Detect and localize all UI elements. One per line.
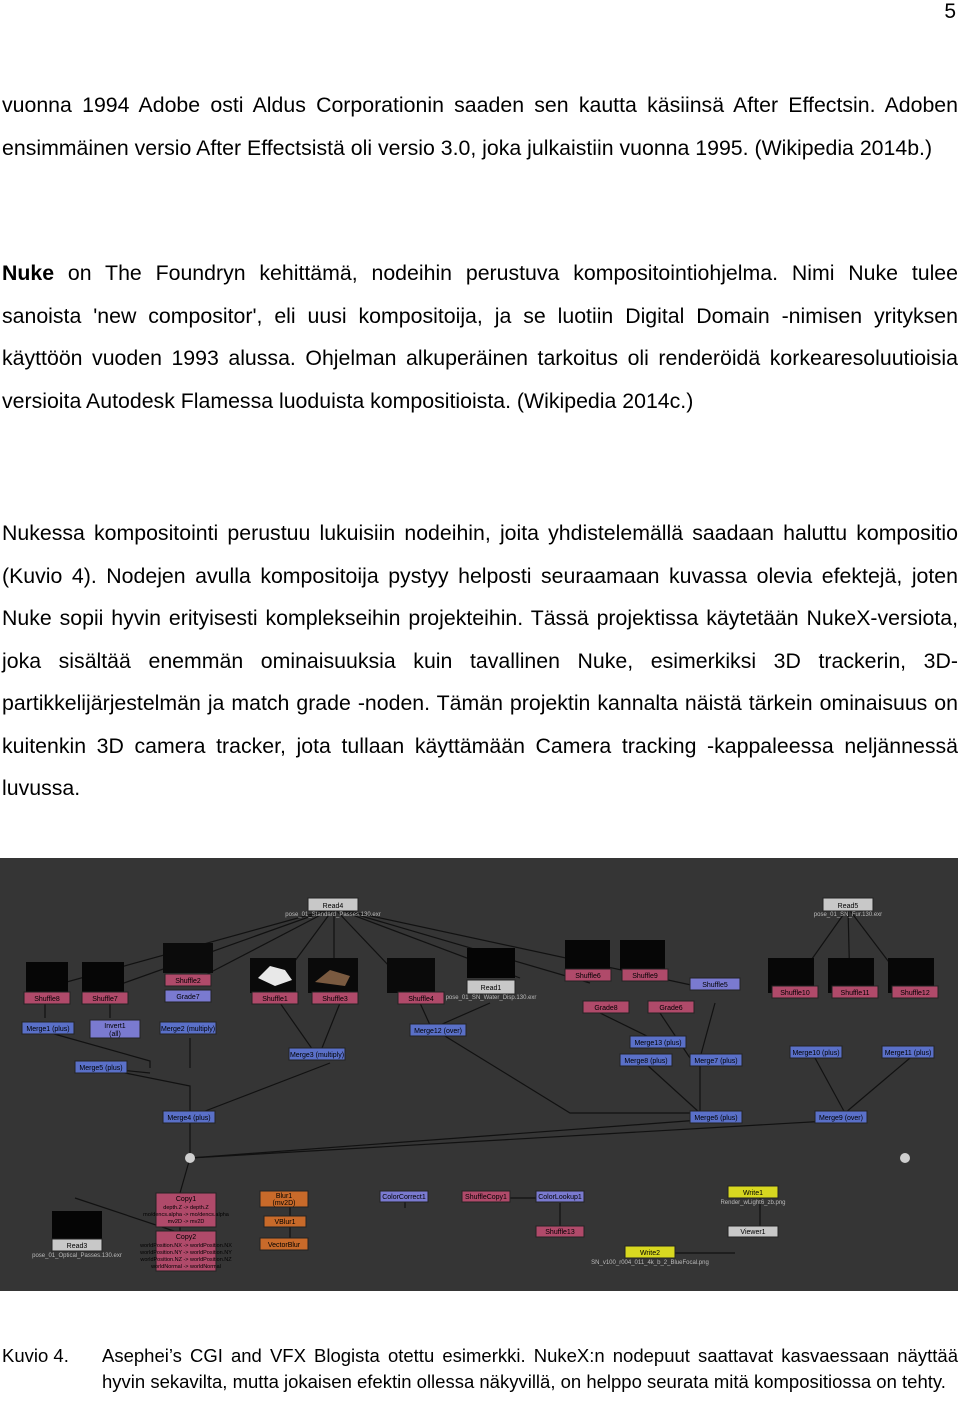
merge8-label: Merge8 (plus) bbox=[624, 1058, 668, 1065]
merge13-node[interactable] bbox=[630, 1036, 686, 1048]
merge5-node[interactable] bbox=[75, 1061, 127, 1073]
colorlookup1-node[interactable] bbox=[536, 1191, 584, 1202]
read3-label: Read3 bbox=[66, 1243, 88, 1250]
colorlookup1-label: ColorLookup1 bbox=[538, 1194, 582, 1201]
paragraph-compositing: Nukessa kompositointi perustuu lukuisiin nodeihin, joita yhdistelemällä saadaan haluttu kompositio (Kuvio 4). Nodejen avulla kompositoija pystyy helposti seuraamaan kuvassa olevia efektejä, joten Nuke sopii hyvin erityisesti komplekseihin projekteihin. Tässä projektissa käytetään NukeX-versiota, joka sisältää enemmän ominaisuuksia kuin tavallinen Nuke, esimerkiksi 3D trackerin, 3D-partikkelijärjestelmän ja match grade -noden. Tämän projektin kannalta näistä tärkein ominaisuus on kuitenkin 3D camera tracker, jota tullaan käyttämään Camera tracking -kappaleessa neljännessä luvussa. bbox=[2, 521, 958, 800]
merge3-label: Merge3 (multiply) bbox=[289, 1052, 345, 1059]
write2-file: SN_v100_r004_011_4k_b_2_BlueFocal.png bbox=[591, 1260, 709, 1266]
read4-file: pose_01_Standard_Passes.130.exr bbox=[285, 912, 381, 918]
merge6-label: Merge6 (plus) bbox=[694, 1115, 738, 1122]
shuffle5-node[interactable] bbox=[690, 978, 740, 990]
read5-file: pose_01_SN_Fur.130.exr bbox=[813, 912, 883, 918]
read3-file: pose_01_Optical_Passes.130.exr bbox=[32, 1253, 122, 1259]
paragraph-nuke-text: on The Foundryn kehittämä, nodeihin perustuva kompositointiohjelma. Nimi Nuke tulee sanoista 'new compositor', eli uusi kompositoija, ja se luotiin Digital Domain -nimisen yrityksen käyttöön vuoden 1993 alussa. Ohjelman alkuperäinen tarkoitus oli renderöidä korkearesoluutioisia versioita Autodesk Flamessa luoduista kompositioista. (Wikipedia 2014c.) bbox=[2, 261, 958, 413]
read5-label: Read5 bbox=[837, 903, 859, 910]
merge5-label: Merge5 (plus) bbox=[79, 1065, 123, 1072]
copy2-label: Copy2 bbox=[175, 1234, 197, 1241]
merge10-node[interactable] bbox=[790, 1046, 842, 1058]
shuffle2-label: Shuffle2 bbox=[175, 978, 201, 985]
merge10-label: Merge10 (plus) bbox=[792, 1050, 840, 1057]
merge3-node[interactable] bbox=[289, 1048, 345, 1060]
copy1-line2: mo/dencs.alpha -> mo/dencs.alpha bbox=[143, 1212, 229, 1218]
copy2-node[interactable] bbox=[139, 1231, 232, 1271]
shuffle7-node[interactable] bbox=[82, 992, 128, 1004]
term-nuke: Nuke bbox=[2, 261, 55, 285]
shuffle6-node[interactable] bbox=[565, 969, 611, 981]
shuffle13-label: Shuffle13 bbox=[545, 1229, 575, 1236]
vblur1-node[interactable] bbox=[264, 1216, 306, 1227]
node-graph-figure bbox=[0, 858, 958, 1291]
write2-label: Write2 bbox=[639, 1250, 661, 1257]
shuffle4-node[interactable] bbox=[398, 992, 444, 1004]
copy1-node[interactable] bbox=[143, 1193, 230, 1227]
read1-label: Read1 bbox=[480, 985, 502, 992]
colorcorrect1-node[interactable] bbox=[380, 1191, 428, 1202]
paragraph-after-effects: vuonna 1994 Adobe osti Aldus Corporationin saaden sen kautta käsiinsä After Effectsin. Adoben ensimmäinen versio After Effectsistä oli versio 3.0, joka julkaistiin vuonna 1995. (Wikipedia 2014b.) bbox=[2, 93, 958, 160]
copy2-line1: worldPosition.NX -> worldPosition.NX bbox=[140, 1243, 232, 1249]
copy2-line3: worldPosition.NZ -> worldPosition.NZ bbox=[140, 1257, 232, 1263]
merge7-label: Merge7 (plus) bbox=[694, 1058, 738, 1065]
shuffle8-label: Shuffle8 bbox=[34, 996, 60, 1003]
shuffle3-node[interactable] bbox=[312, 992, 358, 1004]
merge12-label: Merge12 (over) bbox=[414, 1028, 462, 1035]
merge13-label: Merge13 (plus) bbox=[634, 1040, 682, 1047]
shuffle11-node[interactable] bbox=[832, 986, 878, 998]
merge6-node[interactable] bbox=[690, 1111, 742, 1123]
grade7-label: Grade7 bbox=[176, 994, 200, 1001]
shuffle1-node[interactable] bbox=[252, 992, 298, 1004]
read4-label: Read4 bbox=[322, 903, 344, 910]
merge4-node[interactable] bbox=[163, 1111, 215, 1123]
grade6-node[interactable] bbox=[648, 1001, 694, 1013]
shuffle9-node[interactable] bbox=[622, 969, 668, 981]
read5-node[interactable] bbox=[814, 898, 882, 918]
write1-file: Render_wLight6_zb.png bbox=[720, 1200, 786, 1206]
shuffle4-label: Shuffle4 bbox=[408, 996, 434, 1003]
merge7-node[interactable] bbox=[690, 1054, 742, 1066]
merge11-node[interactable] bbox=[882, 1046, 934, 1058]
blur1-label: Blur1 bbox=[275, 1193, 293, 1200]
shuffle6-label: Shuffle6 bbox=[575, 973, 601, 980]
shuffle8-node[interactable] bbox=[24, 992, 70, 1004]
vectorblur-node[interactable] bbox=[260, 1238, 308, 1250]
invert1-sub: (all) bbox=[109, 1031, 121, 1038]
colorcorrect1-label: ColorCorrect1 bbox=[382, 1194, 426, 1201]
merge1-label: Merge1 (plus) bbox=[26, 1026, 70, 1033]
viewer1-label: Viewer1 bbox=[740, 1229, 766, 1236]
shuffle12-node[interactable] bbox=[892, 986, 938, 998]
shufflecopy1-node[interactable] bbox=[462, 1191, 510, 1202]
shuffle9-label: Shuffle9 bbox=[632, 973, 658, 980]
merge2-node[interactable] bbox=[160, 1022, 216, 1034]
shuffle2-node[interactable] bbox=[165, 974, 211, 986]
grade8-label: Grade8 bbox=[594, 1005, 618, 1012]
copy1-label: Copy1 bbox=[175, 1196, 197, 1203]
shuffle11-label: Shuffle11 bbox=[840, 990, 870, 997]
read4-node[interactable] bbox=[285, 898, 380, 918]
merge4-label: Merge4 (plus) bbox=[167, 1115, 211, 1122]
shuffle12-label: Shuffle12 bbox=[900, 990, 930, 997]
caption-text: Asephei’s CGI and VFX Blogista otettu esimerkki. NukeX:n nodepuut saattavat kasvaessaan näyttää hyvin sekavilta, mutta jokaisen efektin ollessa näkyvillä, on helppo seurata mitä kompositiossa on tehty. bbox=[102, 1345, 958, 1392]
merge2-label: Merge2 (multiply) bbox=[160, 1026, 216, 1033]
read1-file: pose_01_SN_Water_Disp.130.exr bbox=[445, 995, 537, 1001]
shuffle10-label: Shuffle10 bbox=[780, 990, 810, 997]
viewer1-node[interactable] bbox=[728, 1226, 778, 1237]
grade7-node[interactable] bbox=[165, 990, 211, 1002]
copy2-line4: worldNormal -> worldNormal bbox=[151, 1264, 221, 1270]
merge1-node[interactable] bbox=[22, 1022, 74, 1034]
copy2-line2: worldPosition.NY -> worldPosition.NY bbox=[140, 1250, 232, 1256]
merge9-node[interactable] bbox=[815, 1111, 867, 1123]
shuffle13-node[interactable] bbox=[536, 1226, 584, 1237]
page-number: 5 bbox=[944, 0, 956, 23]
write2-node[interactable] bbox=[591, 1246, 709, 1266]
shuffle7-label: Shuffle7 bbox=[92, 996, 118, 1003]
vectorblur-label: VectorBlur bbox=[267, 1242, 301, 1249]
merge9-label: Merge9 (over) bbox=[819, 1115, 863, 1122]
grade6-label: Grade6 bbox=[659, 1005, 683, 1012]
blur1-node[interactable] bbox=[260, 1191, 308, 1207]
shuffle5-label: Shuffle5 bbox=[702, 982, 728, 989]
paragraph-nuke bbox=[2, 252, 958, 422]
copy1-line3: mv2D -> mv2D bbox=[167, 1219, 205, 1225]
write1-node[interactable] bbox=[720, 1186, 785, 1206]
shufflecopy1-label: ShuffleCopy1 bbox=[465, 1194, 507, 1201]
read1-node[interactable] bbox=[446, 980, 537, 1001]
merge11-label: Merge11 (plus) bbox=[884, 1050, 932, 1057]
invert1-node[interactable] bbox=[90, 1020, 140, 1038]
write1-label: Write1 bbox=[742, 1190, 764, 1197]
merge12-node[interactable] bbox=[410, 1024, 466, 1036]
grade8-node[interactable] bbox=[583, 1001, 629, 1013]
figure-caption bbox=[2, 1343, 958, 1395]
blur1-sub: (mv2D) bbox=[272, 1200, 296, 1207]
merge8-node[interactable] bbox=[620, 1054, 672, 1066]
dot-nodes bbox=[185, 1153, 910, 1163]
caption-label: Kuvio 4. bbox=[2, 1345, 69, 1366]
read3-node[interactable] bbox=[32, 1239, 122, 1259]
copy1-line1: depth.Z -> depth.Z bbox=[163, 1205, 209, 1211]
shuffle3-label: Shuffle3 bbox=[322, 996, 348, 1003]
invert1-label: Invert1 bbox=[104, 1023, 126, 1030]
shuffle10-node[interactable] bbox=[772, 986, 818, 998]
vblur1-label: VBlur1 bbox=[274, 1219, 296, 1226]
shuffle1-label: Shuffle1 bbox=[262, 996, 288, 1003]
